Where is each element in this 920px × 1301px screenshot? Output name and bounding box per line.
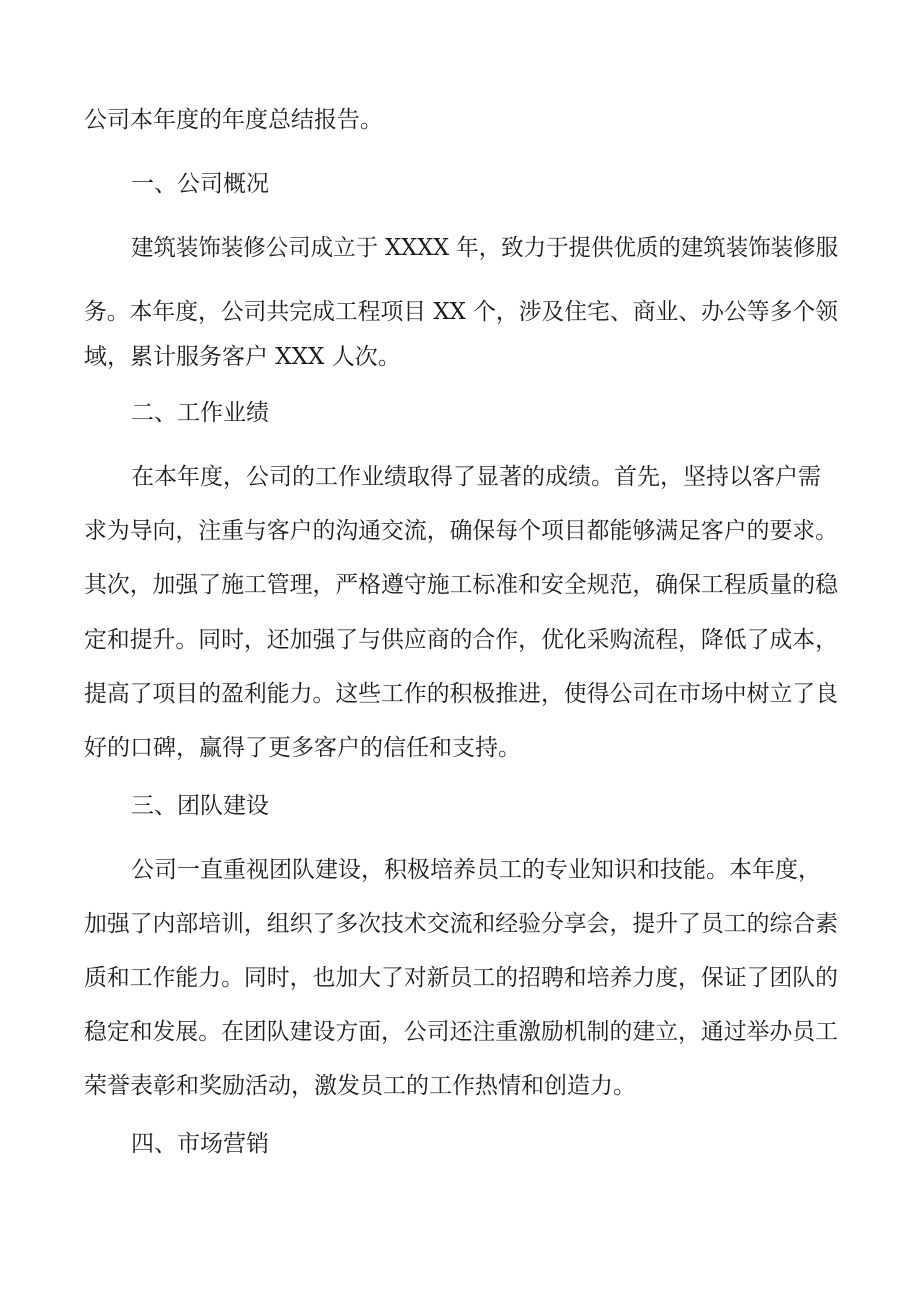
paragraph-line: 质和工作能力。同时，也加大了对新员工的招聘和培养力度，保证了团队的 bbox=[84, 965, 838, 991]
section-heading-team: 三、团队建设 bbox=[131, 793, 269, 819]
paragraph-line: 稳定和发展。在团队建设方面，公司还注重激励机制的建立，通过举办员工 bbox=[84, 1019, 838, 1045]
paragraph-line: 好的口碑，赢得了更多客户的信任和支持。 bbox=[84, 735, 521, 761]
paragraph-line: 求为导向，注重与客户的沟通交流，确保每个项目都能够满足客户的要求。 bbox=[84, 518, 838, 544]
paragraph-line: 在本年度，公司的工作业绩取得了显著的成绩。首先，坚持以客户需 bbox=[131, 464, 821, 490]
paragraph-line: 荣誉表彰和奖励活动，激发员工的工作热情和创造力。 bbox=[84, 1073, 636, 1099]
paragraph-line: 建筑装饰装修公司成立于 XXXX 年，致力于提供优质的建筑装饰装修服 bbox=[131, 235, 839, 261]
section-heading-overview: 一、公司概况 bbox=[131, 171, 269, 197]
paragraph-line: 公司一直重视团队建设，积极培养员工的专业知识和技能。本年度， bbox=[131, 857, 821, 883]
paragraph-line: 加强了内部培训，组织了多次技术交流和经验分享会，提升了员工的综合素 bbox=[84, 911, 838, 937]
paragraph-line: 务。本年度，公司共完成工程项目 XX 个，涉及住宅、商业、办公等多个领 bbox=[84, 299, 838, 325]
section-heading-performance: 二、工作业绩 bbox=[131, 400, 269, 426]
paragraph-line: 其次，加强了施工管理，严格遵守施工标准和安全规范，确保工程质量的稳 bbox=[84, 572, 838, 598]
paragraph-line: 提高了项目的盈利能力。这些工作的积极推进，使得公司在市场中树立了良 bbox=[84, 681, 838, 707]
paragraph-line: 定和提升。同时，还加强了与供应商的合作，优化采购流程，降低了成本， bbox=[84, 627, 838, 653]
paragraph-line: 域，累计服务客户 XXX 人次。 bbox=[84, 344, 401, 370]
intro-line: 公司本年度的年度总结报告。 bbox=[84, 107, 383, 133]
section-heading-marketing: 四、市场营销 bbox=[131, 1131, 269, 1157]
